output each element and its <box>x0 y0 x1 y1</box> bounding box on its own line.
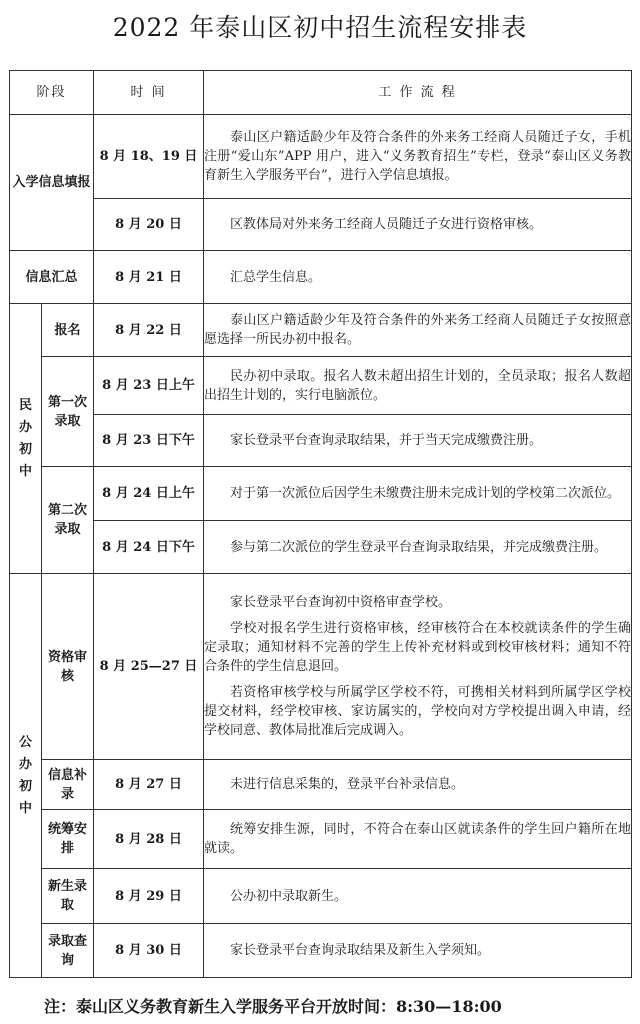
table-row <box>10 760 632 810</box>
time-cell: 8 月 29 日 <box>94 869 204 924</box>
time-cell: 8 月 24 日下午 <box>94 521 204 574</box>
stage-enroll-info: 入学信息填报 <box>10 115 94 251</box>
flow-cell <box>204 760 632 810</box>
time-cell: 8 月 18、19 日 <box>94 115 204 199</box>
time-cell: 8 月 23 日下午 <box>94 415 204 467</box>
flow-text: 家长登录平台查询初中资格审查学校。 <box>230 595 452 610</box>
time-cell: 8 月 22 日 <box>94 304 204 357</box>
sub-supplement: 信息补录 <box>42 760 94 810</box>
flow-cell <box>204 467 632 521</box>
time-cell: 8 月 30 日 <box>94 924 204 978</box>
time-cell: 8 月 24 日上午 <box>94 467 204 521</box>
sub-second-round: 第二次录取 <box>42 467 94 574</box>
table-row <box>10 810 632 869</box>
time-cell: 8 月 20 日 <box>94 199 204 251</box>
flow-cell <box>204 415 632 467</box>
stage-public <box>10 574 42 978</box>
stage-private <box>10 304 42 574</box>
footnote: 注：泰山区义务教育新生入学服务平台开放时间：8:30—18:00 <box>44 997 502 1016</box>
table-row <box>10 415 632 467</box>
table-row <box>10 467 632 521</box>
table-header-row <box>10 71 632 115</box>
page-title: 2022 年泰山区初中招生流程安排表 <box>112 13 528 42</box>
table-row <box>10 115 632 199</box>
flow-text: 泰山区户籍适龄少年及符合条件的外来务工经商人员随迁子女，手机注册“爱山东”APP 用户，进入“义务教育招生”专栏，登录“泰山区义务教育新生入学服务平台”，进行入学信息填报。 <box>204 130 632 183</box>
flow-text: 参与第二次派位的学生登录平台查询录取结果，并完成缴费注册。 <box>230 539 608 555</box>
flow-cell <box>204 574 632 760</box>
flow-cell <box>204 251 632 304</box>
flow-cell <box>204 924 632 978</box>
table-row <box>10 304 632 357</box>
header-time: 时 间 <box>94 71 204 115</box>
flow-cell <box>204 521 632 574</box>
time-cell: 8 月 23 日上午 <box>94 357 204 415</box>
flow-cell <box>204 304 632 357</box>
flow-text: 公办初中录取新生。 <box>230 888 348 904</box>
flow-text: 民办初中录取。报名人数未超出招生计划的，全员录取；报名人数超出招生计划的，实行电脑派位。 <box>204 368 632 403</box>
flow-cell <box>204 869 632 924</box>
table-row <box>10 869 632 924</box>
sub-query: 录取查询 <box>42 924 94 978</box>
flow-text: 家长登录平台查询录取结果及新生入学须知。 <box>230 943 491 958</box>
time-cell: 8 月 28 日 <box>94 810 204 869</box>
table-row <box>10 357 632 415</box>
sub-admit: 新生录取 <box>42 869 94 924</box>
flow-text: 家长登录平台查询录取结果，并于当天完成缴费注册。 <box>230 433 543 448</box>
time-cell: 8 月 27 日 <box>94 760 204 810</box>
flow-text: 学校对报名学生进行资格审核，经审核符合在本校就读条件的学生确定录取；通知材料不完善的学生上传补充材料或到校审核材料；通知不符合条件的学生信息退回。 <box>204 621 632 674</box>
sub-signup: 报名 <box>42 304 94 357</box>
flow-text: 统筹安排生源，同时，不符合在泰山区就读条件的学生回户籍所在地就读。 <box>204 822 632 856</box>
flow-text: 汇总学生信息。 <box>230 269 322 285</box>
header-stage: 阶段 <box>10 71 94 115</box>
flow-cell <box>204 199 632 251</box>
stage-summary: 信息汇总 <box>10 251 94 304</box>
flow-cell <box>204 357 632 415</box>
time-cell: 8 月 21 日 <box>94 251 204 304</box>
table-row <box>10 521 632 574</box>
table-row <box>10 251 632 304</box>
table-row <box>10 199 632 251</box>
flow-text: 泰山区户籍适龄少年及符合条件的外来务工经商人员随迁子女按照意愿选择一所民办初中报名。 <box>204 313 632 347</box>
sub-first-round: 第一次录取 <box>42 357 94 467</box>
table-row <box>10 924 632 978</box>
flow-text: 若资格审核学校与所属学区学校不符，可携相关材料到所属学区学校提交材料，经学校审核、家访属实的，学校向对方学校提出调入申请，经学校同意、教体局批准后完成调入。 <box>204 685 632 738</box>
flow-cell <box>204 115 632 199</box>
flow-text: 区教体局对外来务工经商人员随迁子女进行资格审核。 <box>230 217 543 232</box>
sub-coordinate: 统筹安排 <box>42 810 94 869</box>
stage-private-label: 民办初中 <box>18 397 32 479</box>
flow-cell <box>204 810 632 869</box>
time-cell: 8 月 25—27 日 <box>94 574 204 760</box>
schedule-table <box>9 70 632 978</box>
flow-text: 未进行信息采集的，登录平台补录信息。 <box>230 777 465 792</box>
stage-public-label: 公办初中 <box>18 734 32 816</box>
header-flow: 工 作 流 程 <box>204 71 632 115</box>
sub-review: 资格审核 <box>42 574 94 760</box>
flow-text: 对于第一次派位后因学生未缴费注册未完成计划的学校第二次派位。 <box>230 486 621 501</box>
table-row <box>10 574 632 760</box>
